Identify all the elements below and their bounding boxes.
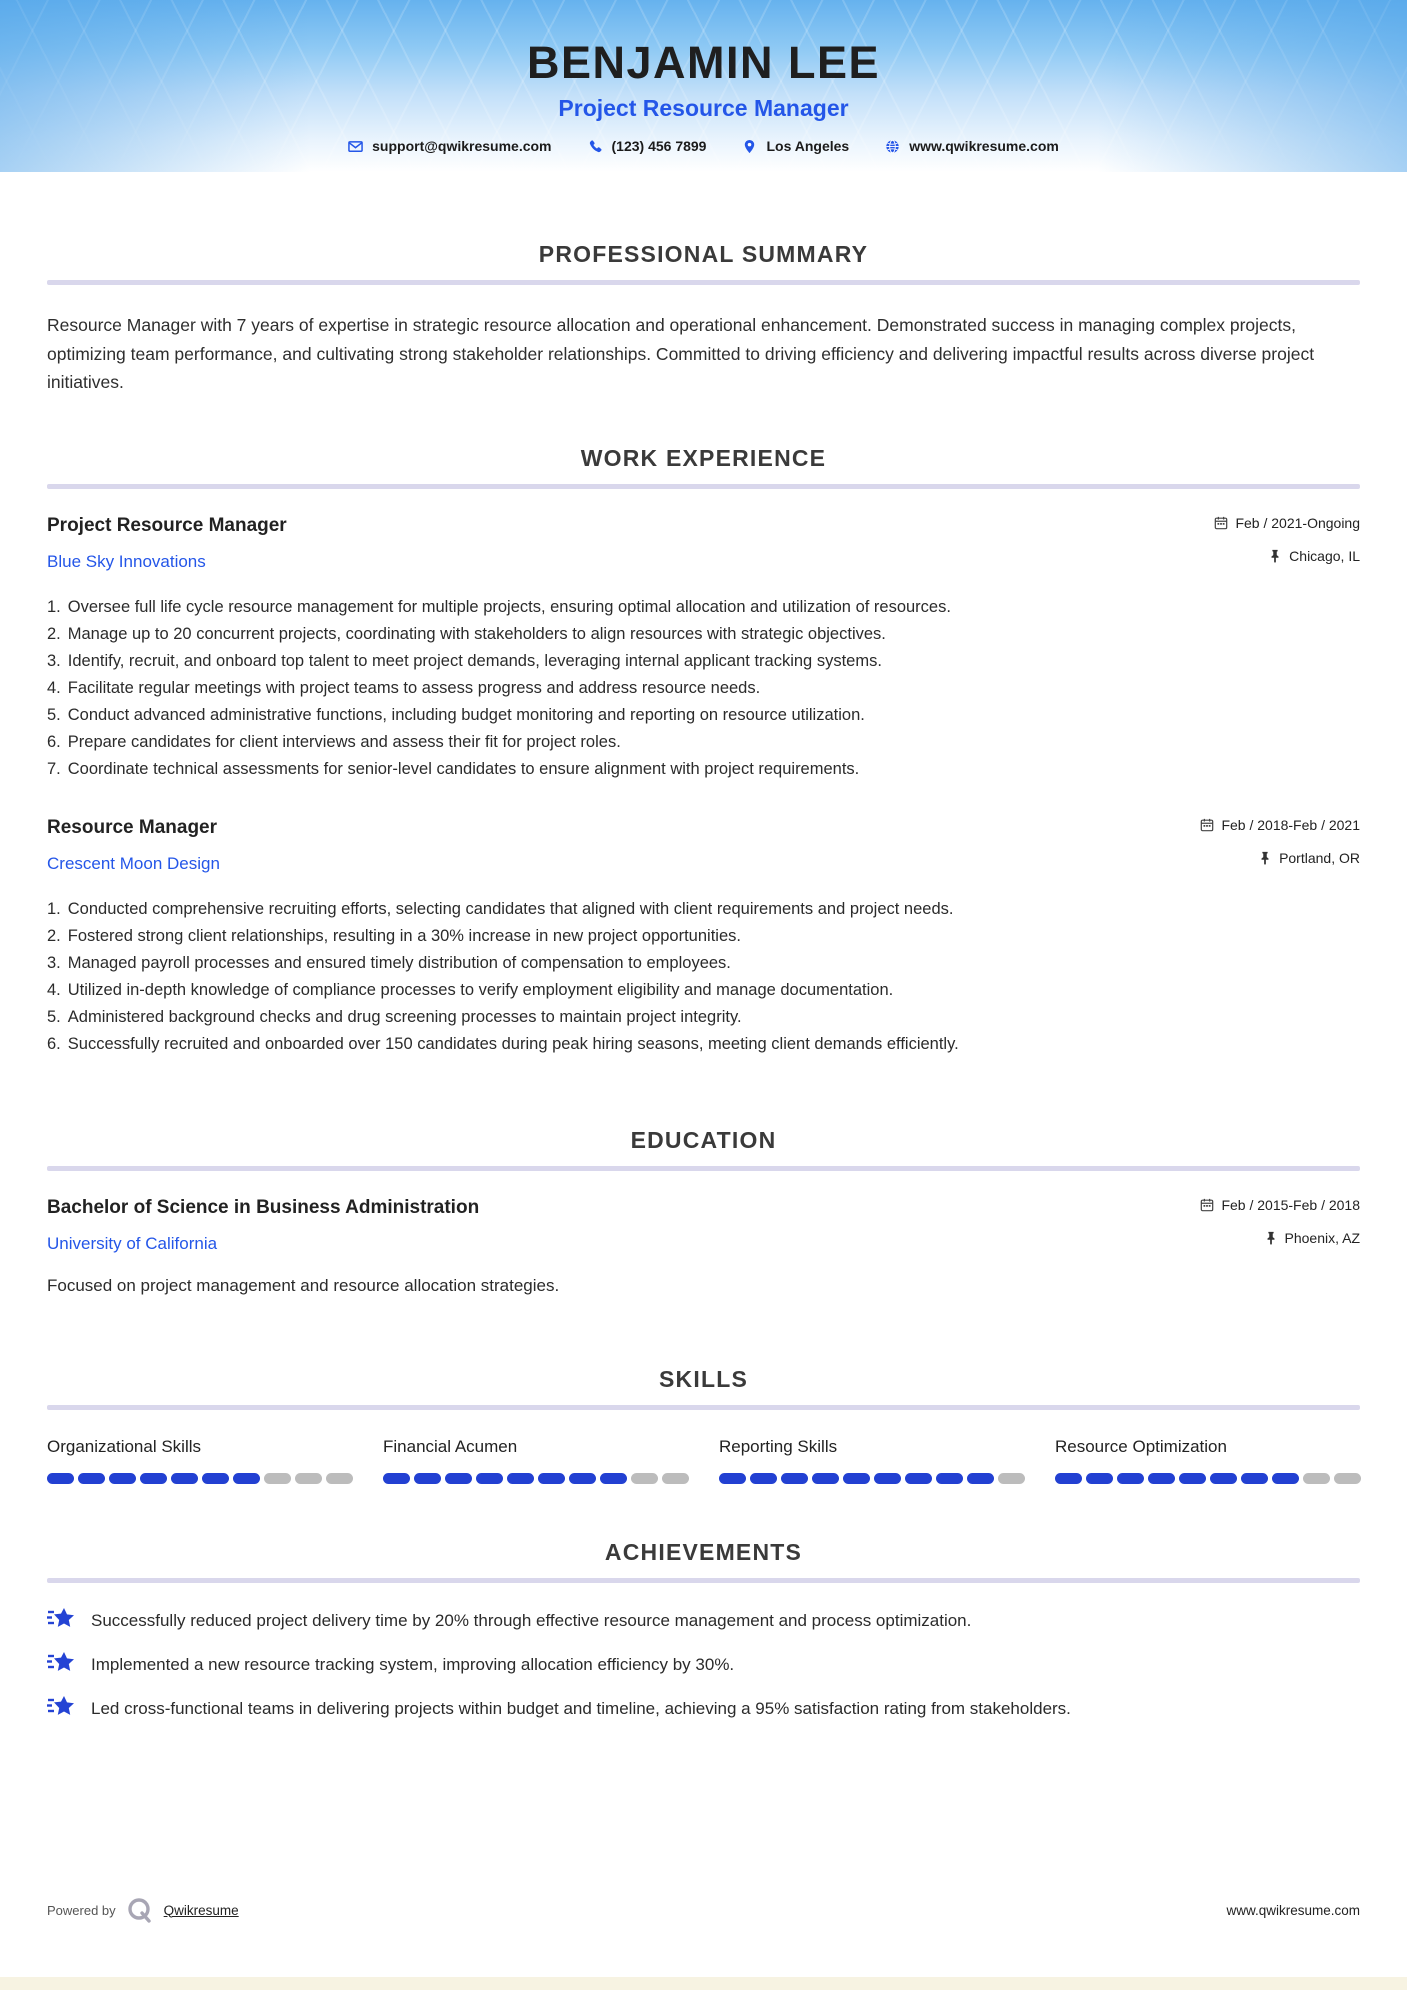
- skill-bar-segment: [1210, 1473, 1237, 1484]
- achievement-item: [47, 1651, 1360, 1678]
- skill-bar-segment: [476, 1473, 503, 1484]
- qwikresume-logo-icon: [126, 1896, 154, 1924]
- pushpin-icon: [1268, 549, 1282, 563]
- job-company-link[interactable]: Crescent Moon Design: [47, 853, 220, 873]
- skill-bar-segment: [936, 1473, 963, 1484]
- section-divider: [47, 484, 1360, 489]
- contact-email: [348, 138, 551, 154]
- skill-bar-segment: [1179, 1473, 1206, 1484]
- bullet-text: Oversee full life cycle resource management for multiple projects, ensuring optimal allocation and utilization of resources.: [67, 597, 951, 616]
- work-heading: WORK EXPERIENCE: [580, 444, 827, 471]
- job-meta: [1200, 817, 1360, 866]
- skill-name: Organizational Skills: [47, 1436, 202, 1456]
- bullet-number: 5.: [47, 705, 61, 724]
- skills-section: [47, 1367, 1360, 1484]
- location-pin-icon: [742, 139, 757, 154]
- skill-bar-segment: [171, 1473, 198, 1484]
- powered-by-label: Powered by: [47, 1902, 116, 1918]
- page-footer: [47, 1896, 1360, 1924]
- skill-bar-segment: [631, 1473, 658, 1484]
- achievement-text: Led cross-functional teams in delivering projects within budget and timeline, achieving a 95% satisfaction rating from stakeholders.: [91, 1698, 1071, 1718]
- skill-name: Financial Acumen: [383, 1436, 518, 1456]
- bullet-number: 4.: [47, 678, 61, 697]
- calendar-icon: [1200, 818, 1214, 832]
- skill-item: [719, 1437, 1025, 1484]
- contact-website: [885, 138, 1059, 154]
- job-location-row: [1214, 548, 1360, 564]
- job-dates: Feb / 2021-Ongoing: [1235, 514, 1360, 531]
- job-location: Chicago, IL: [1289, 547, 1360, 564]
- globe-icon: [885, 139, 900, 154]
- job-title: Resource Manager: [47, 816, 218, 838]
- job-entry: [47, 515, 1360, 783]
- bottom-strip: [0, 1977, 1407, 1990]
- bullet-number: 4.: [47, 980, 61, 999]
- bullet-number: 1.: [47, 597, 61, 616]
- achievement-text: Successfully reduced project delivery time by 20% through effective resource management and process optimization.: [91, 1610, 972, 1630]
- summary-heading: PROFESSIONAL SUMMARY: [538, 241, 869, 267]
- skill-bar-segment: [998, 1473, 1025, 1484]
- footer-url: www.qwikresume.com: [1226, 1902, 1360, 1918]
- bullet-number: 3.: [47, 953, 61, 972]
- bullet-number: 3.: [47, 651, 61, 670]
- skill-bar-segment: [326, 1473, 353, 1484]
- skill-bar-segment: [383, 1473, 410, 1484]
- education-meta: [1200, 1197, 1360, 1246]
- bullet-text: Conduct advanced administrative functions, including budget monitoring and reporting on resource utilization.: [67, 705, 865, 724]
- skill-bar-segment: [1303, 1473, 1330, 1484]
- job-bullet: [47, 729, 1360, 756]
- bullet-number: 1.: [47, 899, 61, 918]
- contact-phone-text: (123) 456 7899: [611, 138, 707, 154]
- skill-bar-segment: [445, 1473, 472, 1484]
- skill-bar-segment: [538, 1473, 565, 1484]
- skill-item: [1055, 1437, 1361, 1484]
- skill-bar-segment: [1117, 1473, 1144, 1484]
- skill-bar-segment: [843, 1473, 870, 1484]
- job-dates-row: [1214, 515, 1360, 531]
- skill-bar-segment: [719, 1473, 746, 1484]
- skill-bar-segment: [569, 1473, 596, 1484]
- bullet-number: 2.: [47, 926, 61, 945]
- degree-title: Bachelor of Science in Business Administration: [47, 1196, 480, 1218]
- job-bullet: [47, 621, 1360, 648]
- skill-bar-segment: [1055, 1473, 1082, 1484]
- job-title-block: [47, 515, 287, 572]
- shooting-star-icon: [47, 1651, 77, 1675]
- job-bullet: [47, 648, 1360, 675]
- contact-phone: [588, 138, 707, 154]
- bullet-text: Managed payroll processes and ensured timely distribution of compensation to employees.: [67, 953, 731, 972]
- summary-text: Resource Manager with 7 years of expertise in strategic resource allocation and operational enhancement. Demonstrated success in managing complex projects, optimizing team performance, and cultivating strong stakeholder relationships. Committed to driving efficiency and delivering impactful results across diverse project initiatives.: [47, 315, 1315, 392]
- skill-item: [47, 1437, 353, 1484]
- skill-bar-segment: [905, 1473, 932, 1484]
- skill-bar-segment: [47, 1473, 74, 1484]
- pushpin-icon: [1264, 1231, 1278, 1245]
- skill-bar-segment: [600, 1473, 627, 1484]
- education-description: Focused on project management and resource allocation strategies.: [47, 1275, 560, 1295]
- skills-heading: SKILLS: [659, 1365, 748, 1392]
- skill-item: [383, 1437, 689, 1484]
- job-bullet: [47, 923, 1360, 950]
- job-bullet: [47, 950, 1360, 977]
- bullet-number: 7.: [47, 759, 61, 778]
- job-bullet: [47, 896, 1360, 923]
- education-header: [47, 1197, 1360, 1254]
- job-bullets: [47, 594, 1360, 783]
- job-company-link[interactable]: Blue Sky Innovations: [47, 551, 206, 571]
- skill-level-bar: [1055, 1473, 1361, 1484]
- bullet-number: 6.: [47, 1034, 61, 1053]
- skill-bar-segment: [264, 1473, 291, 1484]
- education-section: [47, 1128, 1360, 1296]
- bullet-text: Successfully recruited and onboarded over 150 candidates during peak hiring seasons, meeting client demands efficiently.: [67, 1034, 959, 1053]
- achievements-list: [47, 1607, 1360, 1722]
- phone-icon: [588, 139, 603, 154]
- skill-bar-segment: [781, 1473, 808, 1484]
- job-location: Portland, OR: [1279, 849, 1360, 866]
- skill-bar-segment: [202, 1473, 229, 1484]
- skill-bar-segment: [1086, 1473, 1113, 1484]
- achievements-heading: ACHIEVEMENTS: [604, 1538, 803, 1565]
- bullet-text: Fostered strong client relationships, resulting in a 30% increase in new project opportunities.: [67, 926, 741, 945]
- achievement-item: [47, 1607, 1360, 1634]
- job-meta: [1214, 515, 1360, 564]
- skill-bar-segment: [414, 1473, 441, 1484]
- pushpin-icon: [1258, 851, 1272, 865]
- achievements-section: [47, 1540, 1360, 1722]
- email-icon: [348, 139, 363, 154]
- job-bullet: [47, 702, 1360, 729]
- work-experience-section: [47, 446, 1360, 1058]
- bullet-number: 2.: [47, 624, 61, 643]
- contact-row: [0, 138, 1407, 154]
- bullet-text: Facilitate regular meetings with project teams to assess progress and address resource needs.: [67, 678, 761, 697]
- resume-header: [0, 0, 1407, 172]
- job-dates: Feb / 2018-Feb / 2021: [1221, 816, 1360, 833]
- skill-bar-segment: [507, 1473, 534, 1484]
- skill-name: Resource Optimization: [1055, 1436, 1227, 1456]
- skill-bar-segment: [78, 1473, 105, 1484]
- bullet-text: Utilized in-depth knowledge of compliance processes to verify employment eligibility and manage documentation.: [67, 980, 894, 999]
- section-divider: [47, 1578, 1360, 1583]
- calendar-icon: [1214, 516, 1228, 530]
- skill-bar-segment: [295, 1473, 322, 1484]
- education-dates-row: [1200, 1197, 1360, 1213]
- skill-bar-segment: [1148, 1473, 1175, 1484]
- footer-branding: [47, 1896, 239, 1924]
- section-divider: [47, 1405, 1360, 1410]
- skill-bar-segment: [874, 1473, 901, 1484]
- job-bullet: [47, 594, 1360, 621]
- job-title-block: [47, 817, 220, 874]
- job-bullet: [47, 1031, 1360, 1058]
- bullet-text: Prepare candidates for client interviews and assess their fit for project roles.: [67, 732, 621, 751]
- job-bullet: [47, 756, 1360, 783]
- job-header: [47, 817, 1360, 874]
- education-title-block: [47, 1197, 479, 1254]
- job-title: Project Resource Manager: [47, 514, 287, 536]
- shooting-star-icon: [47, 1607, 77, 1631]
- education-location-row: [1200, 1230, 1360, 1246]
- candidate-job-title: Project Resource Manager: [558, 95, 849, 121]
- school-link[interactable]: University of California: [47, 1233, 218, 1253]
- skill-bar-segment: [233, 1473, 260, 1484]
- skill-level-bar: [383, 1473, 689, 1484]
- education-dates: Feb / 2015-Feb / 2018: [1221, 1196, 1360, 1213]
- skill-bar-segment: [140, 1473, 167, 1484]
- resume-body: [0, 242, 1407, 1722]
- job-location-row: [1200, 850, 1360, 866]
- education-heading: EDUCATION: [630, 1126, 777, 1153]
- job-bullet: [47, 977, 1360, 1004]
- skill-bar-segment: [662, 1473, 689, 1484]
- job-dates-row: [1200, 817, 1360, 833]
- calendar-icon: [1200, 1198, 1214, 1212]
- education-location: Phoenix, AZ: [1284, 1229, 1360, 1246]
- bullet-text: Coordinate technical assessments for senior-level candidates to ensure alignment with project requirements.: [67, 759, 860, 778]
- skill-bar-segment: [1334, 1473, 1361, 1484]
- bullet-text: Manage up to 20 concurrent projects, coordinating with stakeholders to align resources with strategic objectives.: [67, 624, 886, 643]
- skill-bar-segment: [1272, 1473, 1299, 1484]
- contact-email-text[interactable]: support@qwikresume.com: [372, 138, 552, 154]
- bullet-number: 5.: [47, 1007, 61, 1026]
- education-entry: [47, 1197, 1360, 1296]
- bullet-number: 6.: [47, 732, 61, 751]
- job-bullet: [47, 1004, 1360, 1031]
- skills-grid: [47, 1437, 1360, 1484]
- bullet-text: Identify, recruit, and onboard top talent to meet project demands, leveraging internal applicant tracking systems.: [67, 651, 882, 670]
- candidate-name: BENJAMIN LEE: [526, 37, 881, 88]
- skill-bar-segment: [1241, 1473, 1268, 1484]
- job-entry: [47, 817, 1360, 1058]
- bullet-text: Conducted comprehensive recruiting efforts, selecting candidates that aligned with client requirements and project needs.: [67, 899, 954, 918]
- contact-location-text: Los Angeles: [766, 138, 850, 154]
- skill-name: Reporting Skills: [719, 1436, 838, 1456]
- section-divider: [47, 1166, 1360, 1171]
- job-bullet: [47, 675, 1360, 702]
- professional-summary-section: [47, 242, 1360, 397]
- achievement-item: [47, 1695, 1360, 1722]
- skill-bar-segment: [109, 1473, 136, 1484]
- skill-level-bar: [47, 1473, 353, 1484]
- skill-bar-segment: [750, 1473, 777, 1484]
- job-header: [47, 515, 1360, 572]
- qwikresume-link[interactable]: Qwikresume: [163, 1902, 239, 1918]
- job-bullets: [47, 896, 1360, 1058]
- bullet-text: Administered background checks and drug screening processes to maintain project integrity.: [67, 1007, 742, 1026]
- achievement-text: Implemented a new resource tracking system, improving allocation efficiency by 30%.: [91, 1654, 735, 1674]
- skill-level-bar: [719, 1473, 1025, 1484]
- contact-location: [742, 138, 849, 154]
- section-divider: [47, 280, 1360, 285]
- contact-website-text[interactable]: www.qwikresume.com: [909, 138, 1059, 154]
- skill-bar-segment: [812, 1473, 839, 1484]
- skill-bar-segment: [967, 1473, 994, 1484]
- shooting-star-icon: [47, 1695, 77, 1719]
